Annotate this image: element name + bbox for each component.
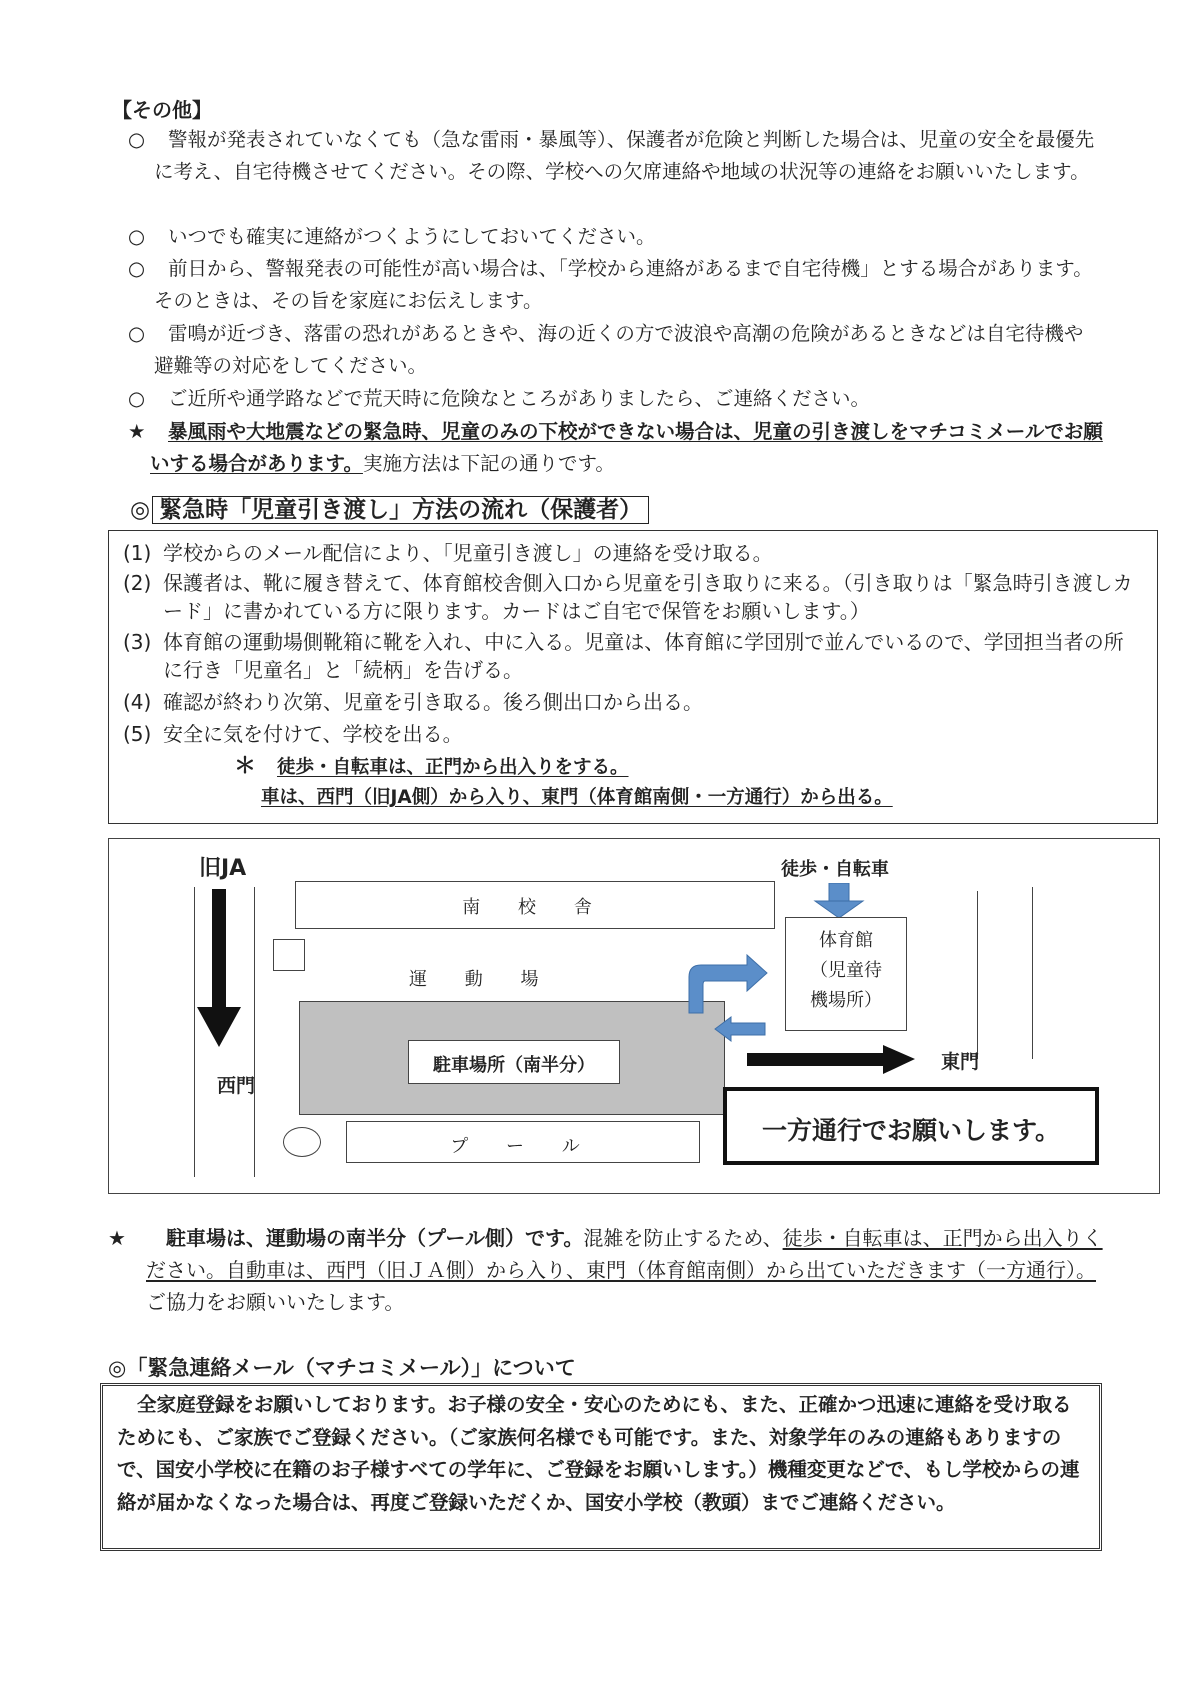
playground-label: 運 動 場	[409, 969, 555, 990]
west-gate-label: 西門	[217, 1075, 256, 1097]
street-line	[1032, 887, 1033, 1059]
gym-label-line1: 体育館	[819, 930, 873, 951]
other-item-text: 警報が発表されていなくても（急な雷雨・暴風等）、保護者が危険と判断した場合は、児童の安全を最優先に考え、自宅待機させてください。その際、学校への欠席連絡や地域の状況等の連絡をお願いいたします。	[154, 128, 1095, 183]
mail-body-text: 全家庭登録をお願いしております。お子様の安全・安心のためにも、また、正確かつ迅速に連絡を受け取るためにも、ご家族でご登録ください。（ご家族何名様でも可能です。また、対象学年のみの連絡もありますので、国安小学校に在籍のお子様すべての学年に、ご登録をお願いします。）機種変更などで、もし学校からの連絡が届かなくなった場合は、再度ご登録いただくか、国安小学校（教頭）までご連絡ください。	[117, 1393, 1080, 1514]
gym-label-line3: 機場所）	[810, 990, 882, 1011]
small-structure	[273, 939, 305, 971]
emergency-bold-text: 暴風雨や大地震などの緊急時、児童のみの下校ができない場合は、児童の引き渡しをマチコミメールでお願いする場合があります。	[150, 420, 1103, 475]
note-car-route: 車は、西門（旧JA側）から入り、東門（体育館南側・一方通行）から出る。	[261, 787, 893, 808]
double-circle-mark: ◎	[130, 497, 151, 523]
step-number: (3)	[123, 630, 152, 654]
parking-car-text: 自動車は、西門（旧ＪＡ側）から入り、東門（体育館南側）から出ていただきます（一方通行）。	[226, 1258, 1096, 1282]
pool-label: プ ー ル	[450, 1136, 596, 1157]
old-ja-label: 旧JA	[199, 856, 247, 881]
parking-bold-text: 駐車場は、運動場の南半分（プール側）です。	[166, 1226, 584, 1250]
step-text: 安全に気を付けて、学校を出る。	[163, 722, 463, 746]
note-walk-bike: 徒歩・自転車は、正門から出入りをする。	[277, 757, 629, 778]
parking-text: 混雑を防止するため、	[583, 1226, 783, 1250]
parking-label-box	[408, 1040, 620, 1084]
other-item-text: ご近所や通学路などで荒天時に危険なところがありましたら、ご連絡ください。	[168, 387, 871, 410]
blue-down-arrow-icon	[813, 883, 865, 919]
down-arrow-icon	[195, 889, 243, 1049]
step-text: 体育館の運動場側靴箱に靴を入れ、中に入る。児童は、体育館に学団別で並んでいるので、学団担当者の所に行き「児童名」と「続柄」を告げる。	[163, 630, 1124, 682]
one-way-label: 一方通行でお願いします。	[761, 1116, 1060, 1145]
flow-step	[123, 539, 1143, 567]
mail-info-box	[100, 1383, 1102, 1551]
flow-steps-box	[108, 530, 1158, 824]
emergency-star-note	[128, 416, 1108, 480]
mail-section-heading: ◎「緊急連絡メール（マチコミメール）」について	[108, 1356, 576, 1380]
gym-label-line2: （児童待	[810, 960, 882, 981]
flow-section-heading	[130, 493, 649, 527]
one-way-notice	[723, 1087, 1099, 1165]
parking-area	[299, 1001, 725, 1115]
section-heading-other: 【その他】	[112, 98, 212, 122]
street-line	[977, 891, 978, 1059]
step-number: (2)	[123, 571, 152, 595]
step-text: 学校からのメール配信により、「児童引き渡し」の連絡を受け取る。	[163, 541, 773, 565]
street-line	[254, 887, 255, 1177]
right-arrow-icon	[745, 1043, 917, 1077]
pool	[346, 1121, 700, 1163]
star-bullet: ★	[108, 1226, 126, 1250]
step-number: (4)	[123, 690, 152, 714]
other-item-text: いつでも確実に連絡がつくようにしておいてください。	[168, 225, 656, 248]
flow-step	[123, 628, 1143, 684]
circle-marker	[283, 1127, 321, 1157]
flow-step	[123, 688, 1143, 716]
step-number: (1)	[123, 541, 152, 565]
step-text: 確認が終わり次第、児童を引き取る。後ろ側出口から出る。	[163, 690, 703, 714]
other-item-1	[128, 124, 1098, 188]
circle-bullet: ○	[128, 257, 146, 280]
star-bullet: ★	[128, 420, 146, 443]
circle-bullet: ○	[128, 387, 146, 410]
other-item-4	[128, 318, 1098, 382]
circle-bullet: ○	[128, 128, 146, 151]
south-building	[295, 881, 775, 929]
step-number: (5)	[123, 722, 152, 746]
flow-heading-title: 緊急時「児童引き渡し」方法の流れ（保護者）	[152, 496, 649, 524]
other-item-text: 雷鳴が近づき、落雷の恐れがあるときや、海の近くの方で波浪や高潮の危険があるときなどは自宅待機や避難等の対応をしてください。	[154, 322, 1084, 377]
parking-note	[108, 1222, 1108, 1318]
campus-map-diagram	[108, 838, 1160, 1194]
parking-label: 駐車場所（南半分）	[433, 1055, 595, 1076]
walk-bike-label: 徒歩・自転車	[781, 859, 889, 880]
circle-bullet: ○	[128, 225, 146, 248]
blue-turn-arrow-icon	[685, 951, 785, 1021]
flow-step	[123, 569, 1143, 625]
circle-bullet: ○	[128, 322, 146, 345]
other-item-2	[128, 221, 1098, 253]
gymnasium	[785, 917, 907, 1031]
parking-thanks-text: ご協力をお願いいたします。	[146, 1290, 405, 1314]
parking-walk-text: 徒歩・自転車は、正門から出入りください。	[146, 1226, 1103, 1282]
blue-left-arrow-icon	[713, 1015, 769, 1043]
other-item-text: 前日から、警報発表の可能性が高い場合は、「学校から連絡があるまで自宅待機」とする場合があります。そのときは、その旨を家庭にお伝えします。	[154, 257, 1093, 312]
east-gate-label: 東門	[941, 1051, 980, 1073]
south-building-label: 南 校 舎	[462, 897, 608, 918]
flow-step	[123, 720, 1143, 748]
emergency-rest-text: 実施方法は下記の通りです。	[362, 452, 615, 475]
other-item-5	[128, 383, 1098, 415]
step-text: 保護者は、靴に履き替えて、体育館校舎側入口から児童を引き取りに来る。（引き取りは「緊急時引き渡しカード」に書かれている方に限ります。カードはご自宅で保管をお願いします。）	[163, 571, 1133, 623]
asterisk-mark: ＊	[234, 754, 257, 779]
other-item-3	[128, 253, 1098, 317]
